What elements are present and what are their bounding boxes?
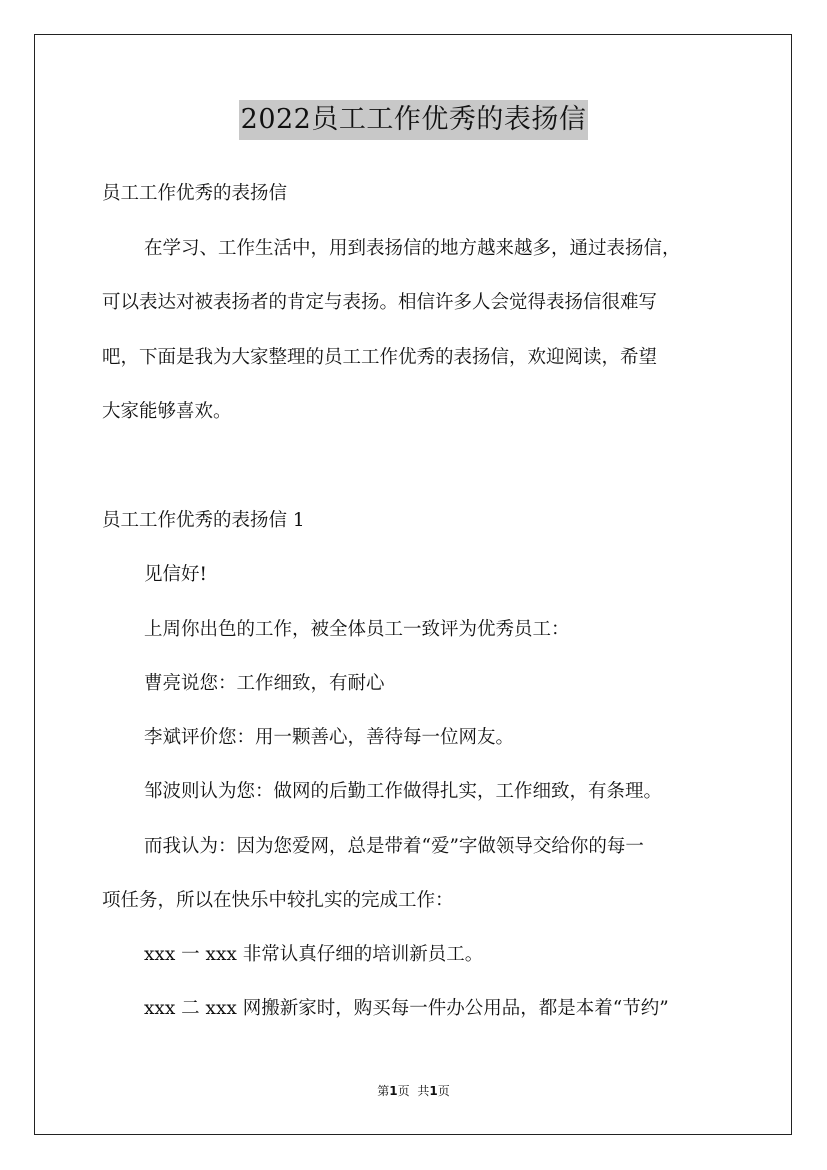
intro-line: 大家能够喜欢。	[102, 401, 232, 422]
total-pages: 1	[429, 1084, 438, 1098]
body-line: 上周你出色的工作，被全体员工一致评为优秀员工：	[144, 619, 570, 640]
intro-line: 可以表达对被表扬者的肯定与表扬。相信许多人会觉得表扬信很难写	[102, 292, 658, 313]
document-title: 2022员工工作优秀的表扬信	[239, 100, 589, 140]
page-suffix: 页	[397, 1084, 410, 1098]
total-suffix: 页	[437, 1084, 450, 1098]
intro-line: 在学习、工作生活中，用到表扬信的地方越来越多，通过表扬信，	[144, 238, 681, 259]
body-line: 见信好!	[144, 564, 207, 585]
body-line: xxx 一 xxx 非常认真仔细的培训新员工。	[144, 944, 484, 965]
page-footer	[0, 1083, 827, 1099]
body-line: 曹亮说您：工作细致，有耐心	[144, 673, 385, 694]
page-number: 1	[389, 1084, 398, 1098]
page-prefix: 第	[377, 1084, 390, 1098]
total-prefix: 共	[417, 1084, 430, 1098]
body-line: 项任务，所以在快乐中较扎实的完成工作：	[102, 890, 454, 911]
body-line: 邹波则认为您：做网的后勤工作做得扎实，工作细致，有条理。	[144, 781, 663, 802]
intro-line: 吧，下面是我为大家整理的员工工作优秀的表扬信，欢迎阅读，希望	[102, 347, 658, 368]
body-line: 而我认为：因为您爱网，总是带着“爱”字做领导交给你的每一	[144, 836, 644, 857]
body-line: xxx 二 xxx 网搬新家时，购买每一件办公用品，都是本着“节约”	[144, 998, 669, 1019]
title-container	[0, 100, 827, 140]
section-title: 员工工作优秀的表扬信 1	[102, 510, 305, 531]
body-line: 李斌评价您：用一颗善心，善待每一位网友。	[144, 727, 515, 748]
document-heading: 员工工作优秀的表扬信	[102, 183, 288, 204]
